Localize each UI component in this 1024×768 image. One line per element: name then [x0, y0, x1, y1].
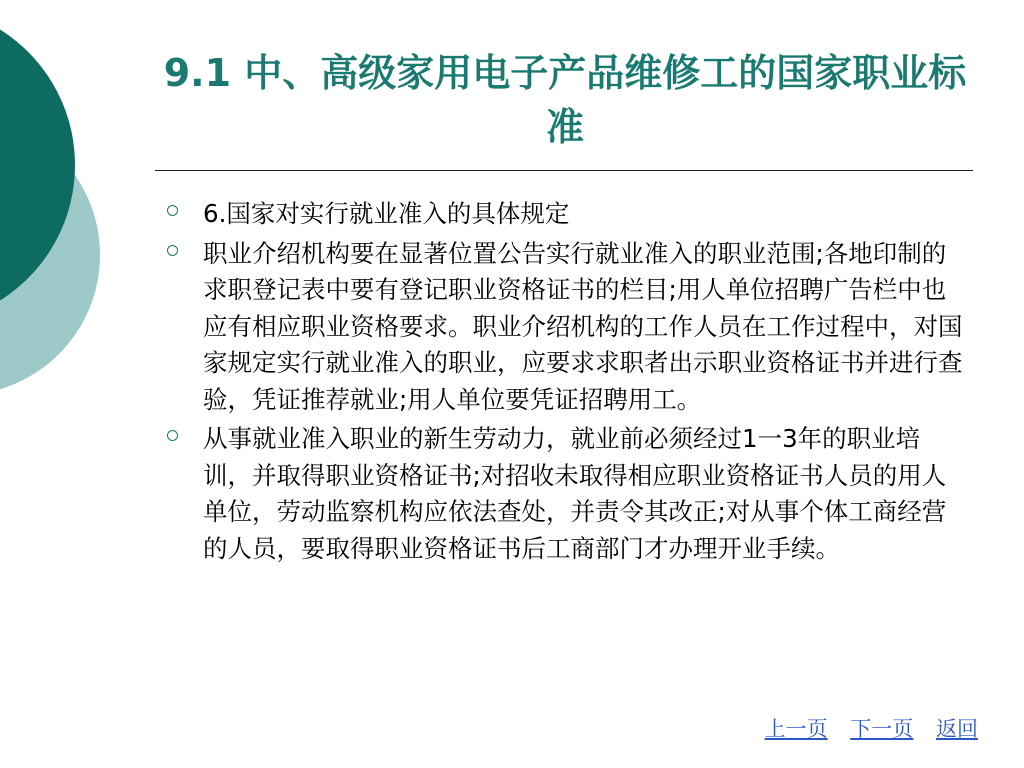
next-page-link[interactable]: 下一页 — [850, 717, 914, 741]
hollow-circle-bullet-icon — [167, 205, 178, 216]
title-divider — [155, 170, 973, 171]
hollow-circle-bullet-icon — [167, 245, 178, 256]
bullet-text: 从事就业准入职业的新生劳动力，就业前必须经过1一3年的职业培训，并取得职业资格证书;对招收未取得相应职业资格证书人员的用人单位，劳动监察机构应依法查处，并责令其改正;对从事个体工商经营的人员，要取得职业资格证书后工商部门才办理开业手续。 — [203, 424, 947, 563]
bullet-item — [165, 236, 965, 419]
prev-page-link[interactable]: 上一页 — [764, 717, 828, 741]
bullet-text: 职业介绍机构要在显著位置公告实行就业准入的职业范围;各地印制的求职登记表中要有登记职业资格证书的栏目;用人单位招聘广告栏中也应有相应职业资格要求。职业介绍机构的工作人员在工作过程中，对国家规定实行就业准入的职业，应要求求职者出示职业资格证书并进行查验，凭证推荐就业;用人单位要凭证招聘用工。 — [203, 238, 963, 414]
decorative-circles — [0, 0, 120, 420]
hollow-circle-bullet-icon — [167, 430, 178, 441]
back-link[interactable]: 返回 — [936, 717, 978, 741]
slide-title: 9.1 中、高级家用电子产品维修工的国家职业标准 — [163, 51, 967, 149]
bullet-text: 6.国家对实行就业准入的具体规定 — [203, 199, 570, 228]
footer-nav — [749, 713, 978, 743]
bullet-list — [165, 196, 965, 570]
bullet-item — [165, 421, 965, 567]
bullet-item — [165, 196, 965, 233]
